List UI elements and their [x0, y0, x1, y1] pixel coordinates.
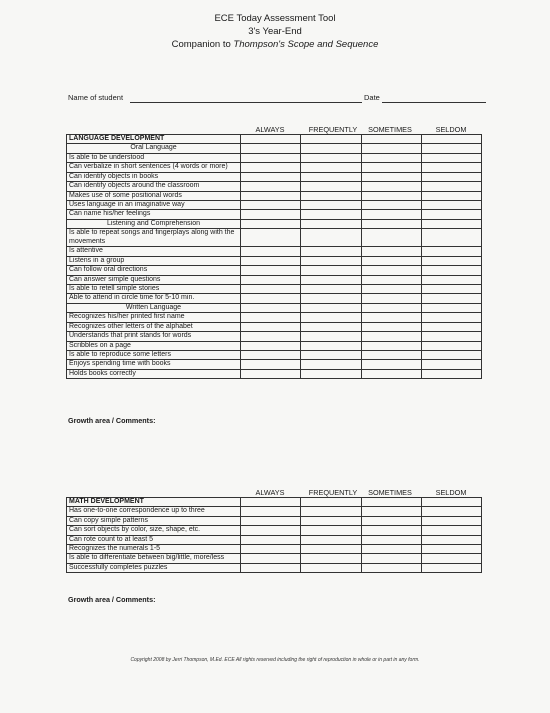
rating-cell-always[interactable] — [241, 294, 301, 303]
rating-cell-frequently[interactable] — [301, 332, 361, 341]
item-label: Can follow oral directions — [67, 266, 241, 275]
rating-cell-frequently[interactable] — [301, 256, 361, 265]
rating-cell-sometimes[interactable] — [361, 219, 421, 228]
rating-cell-sometimes[interactable] — [361, 144, 421, 153]
rating-cell-sometimes[interactable] — [361, 360, 421, 369]
section-heading: MATH DEVELOPMENT — [67, 498, 241, 507]
rating-cell-frequently[interactable] — [301, 210, 361, 219]
table-row — [67, 526, 482, 535]
rating-cell-always[interactable] — [241, 516, 301, 525]
rating-cell-sometimes[interactable] — [361, 545, 421, 554]
rating-cell-seldom[interactable] — [421, 256, 481, 265]
rating-cell-frequently[interactable] — [301, 322, 361, 331]
header — [0, 12, 550, 51]
table-row — [67, 201, 482, 210]
table-row — [67, 294, 482, 303]
rating-cell-frequently[interactable] — [301, 144, 361, 153]
rating-cell-sometimes[interactable] — [361, 256, 421, 265]
rating-cell-always[interactable] — [241, 247, 301, 256]
table-row — [67, 369, 482, 378]
item-label: Is able to retell simple stories — [67, 285, 241, 294]
table-row — [67, 266, 482, 275]
rating-cell-sometimes[interactable] — [361, 163, 421, 173]
col-seldom: SELDOM — [435, 488, 467, 497]
item-label: Can rote count to at least 5 — [67, 535, 241, 544]
col-frequently: FREQUENTLY — [308, 488, 358, 497]
language-table — [66, 134, 482, 379]
col-always: ALWAYS — [255, 125, 285, 134]
item-label: Can copy simple patterns — [67, 516, 241, 525]
rating-cell-frequently[interactable] — [301, 303, 361, 312]
rating-cell-sometimes[interactable] — [361, 201, 421, 210]
rating-cell-seldom[interactable] — [421, 219, 481, 228]
col-seldom: SELDOM — [435, 125, 467, 134]
table-heading-row — [67, 498, 482, 507]
table-row — [67, 275, 482, 284]
rating-cell-sometimes[interactable] — [361, 526, 421, 535]
rating-cell-frequently[interactable] — [301, 516, 361, 525]
rating-cell-sometimes[interactable] — [361, 369, 421, 378]
rating-cell-always[interactable] — [241, 210, 301, 219]
rating-cell-always[interactable] — [241, 219, 301, 228]
rating-cell-sometimes[interactable] — [361, 247, 421, 256]
item-label: Can verbalize in short sentences (4 words or more) — [67, 163, 241, 173]
math-growth-label: Growth area / Comments: — [68, 595, 156, 604]
col-sometimes: SOMETIMES — [368, 125, 412, 134]
rating-cell-sometimes[interactable] — [361, 535, 421, 544]
rating-cell-frequently[interactable] — [301, 564, 361, 573]
rating-cell-seldom[interactable] — [421, 153, 481, 162]
table-row — [67, 191, 482, 200]
table-row — [67, 322, 482, 331]
item-label: Is able to be understood — [67, 153, 241, 162]
table-row — [67, 564, 482, 573]
rating-cell-seldom[interactable] — [421, 266, 481, 275]
rating-cell-sometimes[interactable] — [361, 153, 421, 162]
rating-cell-always[interactable] — [241, 564, 301, 573]
rating-cell-sometimes[interactable] — [361, 498, 421, 507]
rating-cell-always[interactable] — [241, 201, 301, 210]
item-label: Makes use of some positional words — [67, 191, 241, 200]
rating-cell-sometimes[interactable] — [361, 135, 421, 144]
rating-cell-sometimes[interactable] — [361, 516, 421, 525]
rating-cell-frequently[interactable] — [301, 219, 361, 228]
date-field[interactable] — [382, 102, 486, 103]
rating-cell-frequently[interactable] — [301, 229, 361, 247]
rating-cell-frequently[interactable] — [301, 275, 361, 284]
table-row — [67, 285, 482, 294]
item-label: Uses language in an imaginative way — [67, 201, 241, 210]
rating-cell-seldom[interactable] — [421, 516, 481, 525]
rating-cell-sometimes[interactable] — [361, 313, 421, 322]
student-name-field[interactable] — [130, 102, 362, 103]
item-label: Scribbles on a page — [67, 341, 241, 350]
col-always: ALWAYS — [255, 488, 285, 497]
rating-cell-seldom[interactable] — [421, 275, 481, 284]
rating-cell-sometimes[interactable] — [361, 275, 421, 284]
rating-cell-sometimes[interactable] — [361, 229, 421, 247]
item-label: Can sort objects by color, size, shape, etc. — [67, 526, 241, 535]
table-row — [67, 256, 482, 265]
rating-cell-frequently[interactable] — [301, 360, 361, 369]
rating-cell-seldom[interactable] — [421, 163, 481, 173]
rating-cell-frequently[interactable] — [301, 266, 361, 275]
item-label: Able to attend in circle time for 5-10 min. — [67, 294, 241, 303]
rating-cell-seldom[interactable] — [421, 172, 481, 181]
rating-cell-frequently[interactable] — [301, 201, 361, 210]
rating-cell-seldom[interactable] — [421, 285, 481, 294]
subsection-row — [67, 219, 482, 228]
table-row — [67, 153, 482, 162]
item-label: Holds books correctly — [67, 369, 241, 378]
rating-cell-sometimes[interactable] — [361, 507, 421, 516]
rating-cell-always[interactable] — [241, 535, 301, 544]
companion-prefix: Companion to — [171, 39, 234, 50]
rating-cell-seldom[interactable] — [421, 313, 481, 322]
rating-cell-frequently[interactable] — [301, 507, 361, 516]
item-label: Has one-to-one correspondence up to three — [67, 507, 241, 516]
student-name-label: Name of student — [68, 93, 124, 102]
rating-cell-seldom[interactable] — [421, 554, 481, 564]
table-row — [67, 535, 482, 544]
table-row — [67, 341, 482, 350]
rating-cell-frequently[interactable] — [301, 191, 361, 200]
rating-cell-seldom[interactable] — [421, 191, 481, 200]
table-row — [67, 332, 482, 341]
language-growth-label: Growth area / Comments: — [68, 416, 156, 425]
table-row — [67, 350, 482, 359]
rating-cell-always[interactable] — [241, 135, 301, 144]
math-table — [66, 497, 482, 573]
table-row — [67, 229, 482, 247]
rating-cell-always[interactable] — [241, 182, 301, 191]
item-label: Enjoys spending time with books — [67, 360, 241, 369]
item-label: Oral Language — [67, 144, 241, 153]
rating-cell-frequently[interactable] — [301, 341, 361, 350]
rating-cell-seldom[interactable] — [421, 535, 481, 544]
table-row — [67, 182, 482, 191]
rating-cell-always[interactable] — [241, 285, 301, 294]
rating-cell-always[interactable] — [241, 332, 301, 341]
item-label: Recognizes the numerals 1-5 — [67, 545, 241, 554]
rating-cell-sometimes[interactable] — [361, 350, 421, 359]
document-subtitle: 3's Year-End — [248, 26, 302, 37]
rating-cell-seldom[interactable] — [421, 564, 481, 573]
item-label: Recognizes other letters of the alphabet — [67, 322, 241, 331]
rating-cell-always[interactable] — [241, 545, 301, 554]
rating-cell-always[interactable] — [241, 256, 301, 265]
rating-cell-seldom[interactable] — [421, 498, 481, 507]
table-row — [67, 172, 482, 181]
rating-cell-always[interactable] — [241, 369, 301, 378]
rating-cell-seldom[interactable] — [421, 201, 481, 210]
rating-cell-always[interactable] — [241, 554, 301, 564]
companion-line — [0, 38, 550, 51]
rating-cell-sometimes[interactable] — [361, 285, 421, 294]
rating-cell-frequently[interactable] — [301, 498, 361, 507]
col-sometimes: SOMETIMES — [368, 488, 412, 497]
date-label: Date — [364, 93, 380, 102]
table-row — [67, 516, 482, 525]
document-title: ECE Today Assessment Tool — [214, 13, 336, 24]
rating-cell-always[interactable] — [241, 163, 301, 173]
rating-cell-sometimes[interactable] — [361, 322, 421, 331]
rating-cell-frequently[interactable] — [301, 294, 361, 303]
rating-cell-sometimes[interactable] — [361, 266, 421, 275]
rating-cell-always[interactable] — [241, 191, 301, 200]
item-label: Can identify objects in books — [67, 172, 241, 181]
rating-cell-seldom[interactable] — [421, 294, 481, 303]
rating-cell-frequently[interactable] — [301, 135, 361, 144]
rating-cell-frequently[interactable] — [301, 369, 361, 378]
rating-cell-always[interactable] — [241, 350, 301, 359]
rating-cell-frequently[interactable] — [301, 554, 361, 564]
table-heading-row — [67, 135, 482, 144]
rating-cell-always[interactable] — [241, 526, 301, 535]
rating-cell-frequently[interactable] — [301, 526, 361, 535]
rating-cell-frequently[interactable] — [301, 285, 361, 294]
item-label: Written Language — [67, 303, 241, 312]
rating-cell-always[interactable] — [241, 266, 301, 275]
rating-cell-frequently[interactable] — [301, 350, 361, 359]
table-row — [67, 554, 482, 564]
rating-cell-frequently[interactable] — [301, 247, 361, 256]
rating-cell-always[interactable] — [241, 229, 301, 247]
rating-cell-always[interactable] — [241, 144, 301, 153]
rating-cell-frequently[interactable] — [301, 545, 361, 554]
rating-cell-always[interactable] — [241, 498, 301, 507]
rating-cell-always[interactable] — [241, 313, 301, 322]
rating-cell-seldom[interactable] — [421, 322, 481, 331]
rating-cell-always[interactable] — [241, 341, 301, 350]
copyright-notice: Copyright 2008 by Jerri Thompson, M.Ed. ECE All rights reserved including the right of reproduction in whole or in part in any form. — [130, 657, 420, 663]
table-row — [67, 507, 482, 516]
table-row — [67, 313, 482, 322]
item-label: Successfully completes puzzles — [67, 564, 241, 573]
rating-cell-frequently[interactable] — [301, 313, 361, 322]
rating-cell-seldom[interactable] — [421, 247, 481, 256]
col-frequently: FREQUENTLY — [308, 125, 358, 134]
rating-cell-always[interactable] — [241, 153, 301, 162]
rating-cell-frequently[interactable] — [301, 163, 361, 173]
rating-cell-sometimes[interactable] — [361, 210, 421, 219]
rating-cell-seldom[interactable] — [421, 332, 481, 341]
table-row — [67, 163, 482, 173]
table-row — [67, 360, 482, 369]
table-row — [67, 545, 482, 554]
companion-title: Thompson's Scope and Sequence — [233, 39, 379, 50]
rating-cell-seldom[interactable] — [421, 545, 481, 554]
subsection-row — [67, 144, 482, 153]
table-row — [67, 210, 482, 219]
rating-cell-sometimes[interactable] — [361, 182, 421, 191]
rating-cell-sometimes[interactable] — [361, 332, 421, 341]
rating-cell-seldom[interactable] — [421, 341, 481, 350]
rating-cell-sometimes[interactable] — [361, 294, 421, 303]
rating-cell-sometimes[interactable] — [361, 172, 421, 181]
item-label: Can name his/her feelings — [67, 210, 241, 219]
rating-cell-always[interactable] — [241, 322, 301, 331]
rating-cell-always[interactable] — [241, 507, 301, 516]
item-label: Is able to repeat songs and fingerplays along with the movements — [67, 229, 241, 247]
item-label: Is able to differentiate between big/little, more/less — [67, 554, 241, 564]
item-label: Understands that print stands for words — [67, 332, 241, 341]
rating-cell-seldom[interactable] — [421, 229, 481, 247]
rating-cell-seldom[interactable] — [421, 507, 481, 516]
rating-cell-sometimes[interactable] — [361, 554, 421, 564]
item-label: Can answer simple questions — [67, 275, 241, 284]
item-label: Recognizes his/her printed first name — [67, 313, 241, 322]
section-heading: LANGUAGE DEVELOPMENT — [67, 135, 241, 144]
rating-cell-always[interactable] — [241, 303, 301, 312]
rating-cell-always[interactable] — [241, 275, 301, 284]
student-info-row — [68, 93, 486, 105]
rating-cell-seldom[interactable] — [421, 350, 481, 359]
rating-cell-sometimes[interactable] — [361, 564, 421, 573]
rating-cell-seldom[interactable] — [421, 360, 481, 369]
rating-cell-sometimes[interactable] — [361, 191, 421, 200]
item-label: Listening and Comprehension — [67, 219, 241, 228]
rating-cell-seldom[interactable] — [421, 135, 481, 144]
rating-cell-sometimes[interactable] — [361, 303, 421, 312]
rating-cell-always[interactable] — [241, 360, 301, 369]
rating-cell-seldom[interactable] — [421, 210, 481, 219]
rating-cell-seldom[interactable] — [421, 144, 481, 153]
rating-cell-frequently[interactable] — [301, 172, 361, 181]
rating-cell-seldom[interactable] — [421, 526, 481, 535]
item-label: Can identify objects around the classroom — [67, 182, 241, 191]
rating-cell-seldom[interactable] — [421, 369, 481, 378]
item-label: Is able to reproduce some letters — [67, 350, 241, 359]
rating-cell-frequently[interactable] — [301, 153, 361, 162]
rating-cell-always[interactable] — [241, 172, 301, 181]
item-label: Listens in a group — [67, 256, 241, 265]
rating-cell-frequently[interactable] — [301, 535, 361, 544]
rating-cell-frequently[interactable] — [301, 182, 361, 191]
rating-cell-seldom[interactable] — [421, 182, 481, 191]
subsection-row — [67, 303, 482, 312]
table-row — [67, 247, 482, 256]
rating-cell-seldom[interactable] — [421, 303, 481, 312]
rating-cell-sometimes[interactable] — [361, 341, 421, 350]
item-label: Is attentive — [67, 247, 241, 256]
